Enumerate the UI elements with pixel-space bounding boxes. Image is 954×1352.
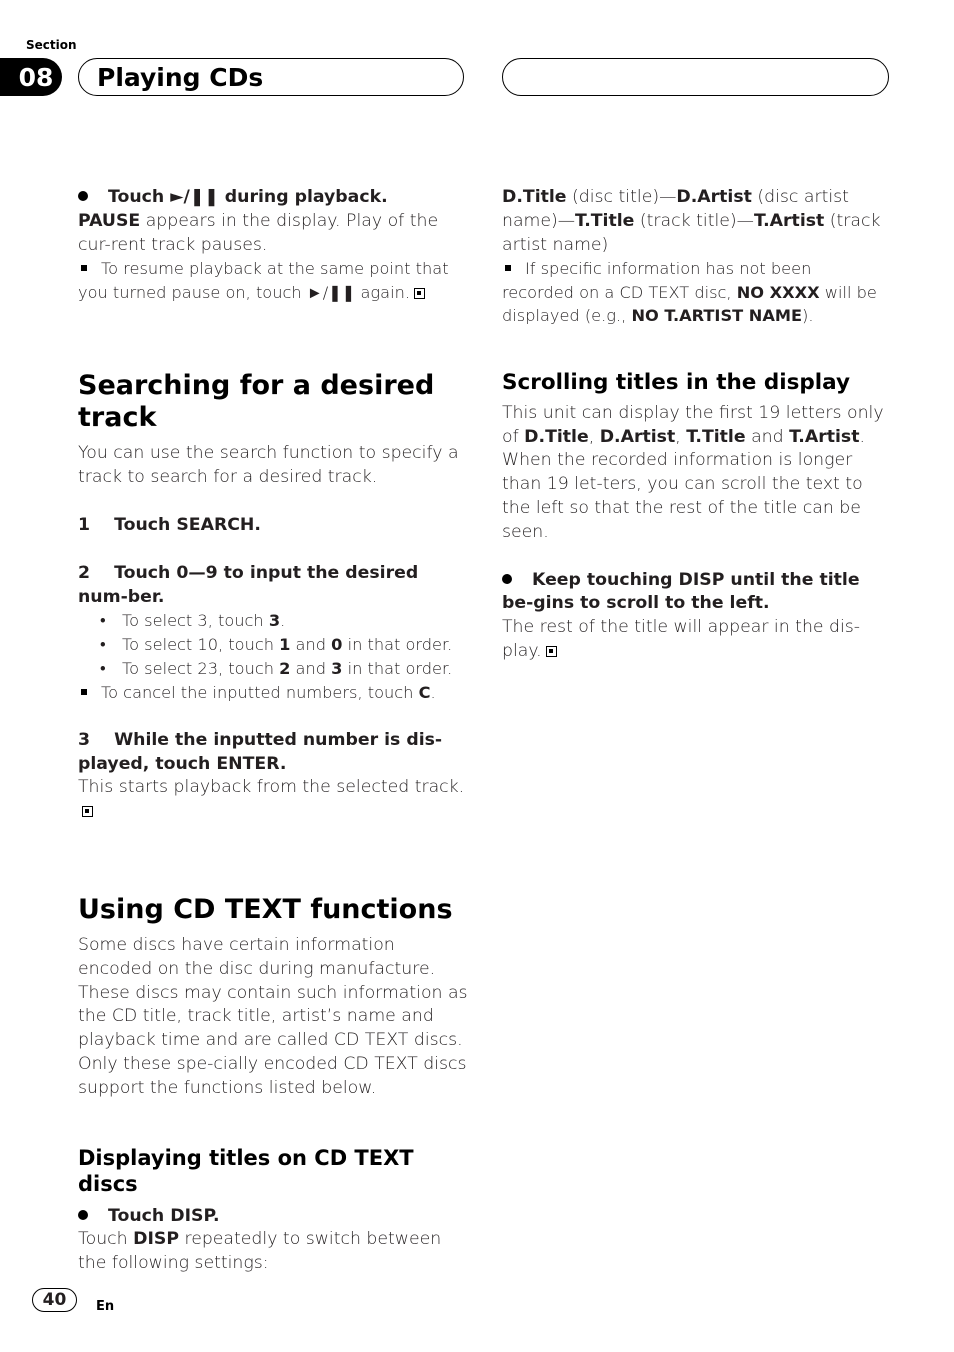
bullet-icon <box>78 191 88 201</box>
pause-body-text: appears in the display. Play of the cur-rent track pauses. <box>78 210 439 255</box>
search-heading: Searching for a desired track <box>78 370 435 434</box>
bullet-icon <box>502 574 512 584</box>
section-label: Section <box>26 38 77 52</box>
note-icon <box>81 265 87 271</box>
search-step-2: 2 Touch 0—9 to input the desired num-ber. <box>78 562 425 607</box>
search-step-3: 3 While the inputted number is dis-played, touch ENTER. <box>78 729 443 774</box>
scroll-step-body: The rest of the title will appear in the dis-play. <box>502 617 861 662</box>
scroll-heading: Scrolling titles in the display <box>502 369 851 395</box>
pause-step <box>78 186 468 210</box>
end-mark-icon <box>414 288 425 299</box>
cdtext-intro: Some discs have certain information encoded on the disc during manufacture. These discs may contain such information as the CD title, track title, artist’s name and playback time and are called CD TEXT discs. Only these spe-cially encoded CD TEXT discs support the functions listed below. <box>78 935 468 1098</box>
pause-step-text: Touch ►/❚❚ during playback. <box>108 187 388 207</box>
page-number: 40 <box>32 1288 77 1312</box>
search-intro: You can use the search function to specify a track to search for a desired track. <box>78 443 459 488</box>
search-step-3-body: This starts playback from the selected track. <box>78 776 468 824</box>
display-body: Touch DISP repeatedly to switch between the following settings: <box>78 1229 442 1274</box>
end-mark-icon <box>82 806 93 817</box>
chapter-title-text: Playing CDs <box>97 62 264 92</box>
pause-note-text: To resume playback at the same point that you turned pause on, touch ►/❚❚ again. <box>78 259 449 302</box>
pause-keyword: PAUSE <box>78 210 141 231</box>
list-item: • To select 3, touch 3. <box>100 609 468 633</box>
end-mark-icon <box>546 646 557 657</box>
search-step-1: 1 Touch SEARCH. <box>78 514 261 535</box>
display-heading: Displaying titles on CD TEXT discs <box>78 1145 414 1196</box>
bullet-icon <box>78 1210 88 1220</box>
scroll-body: This unit can display the first 19 letters only of D.Title, D.Artist, T.Title and T.Artist. When the recorded information is longer than 19 let-ters, you can scroll the text to the left so that the rest of the title can be seen. <box>502 402 884 542</box>
display-settings: D.Title (disc title)—D.Artist (disc artist name)—T.Title (track title)—T.Artist (track artist name) <box>502 187 881 255</box>
language-label: En <box>96 1299 115 1314</box>
cancel-note: To cancel the inputted numbers, touch C. <box>78 681 468 705</box>
note-icon <box>81 689 87 695</box>
pause-body <box>78 210 468 258</box>
note-icon <box>505 265 511 271</box>
scroll-step: Keep touching DISP until the title be-gins to scroll to the left. <box>502 569 860 614</box>
left-column <box>78 186 468 1276</box>
right-column <box>502 186 888 664</box>
cdtext-heading: Using CD TEXT functions <box>78 894 453 926</box>
chapter-title <box>78 58 464 96</box>
list-item: • To select 23, touch 2 and 3 in that order. <box>100 657 468 681</box>
display-step: Touch DISP. <box>78 1205 468 1229</box>
no-info-note: If specific information has not been recorded on a CD TEXT disc, NO XXXX will be displayed (e.g., NO T.ARTIST NAME). <box>502 259 877 326</box>
section-number-badge: 08 <box>0 58 62 96</box>
right-header-box <box>502 58 889 96</box>
list-item: • To select 10, touch 1 and 0 in that order. <box>100 633 468 657</box>
search-examples-list <box>78 609 468 681</box>
pause-note <box>78 257 468 304</box>
